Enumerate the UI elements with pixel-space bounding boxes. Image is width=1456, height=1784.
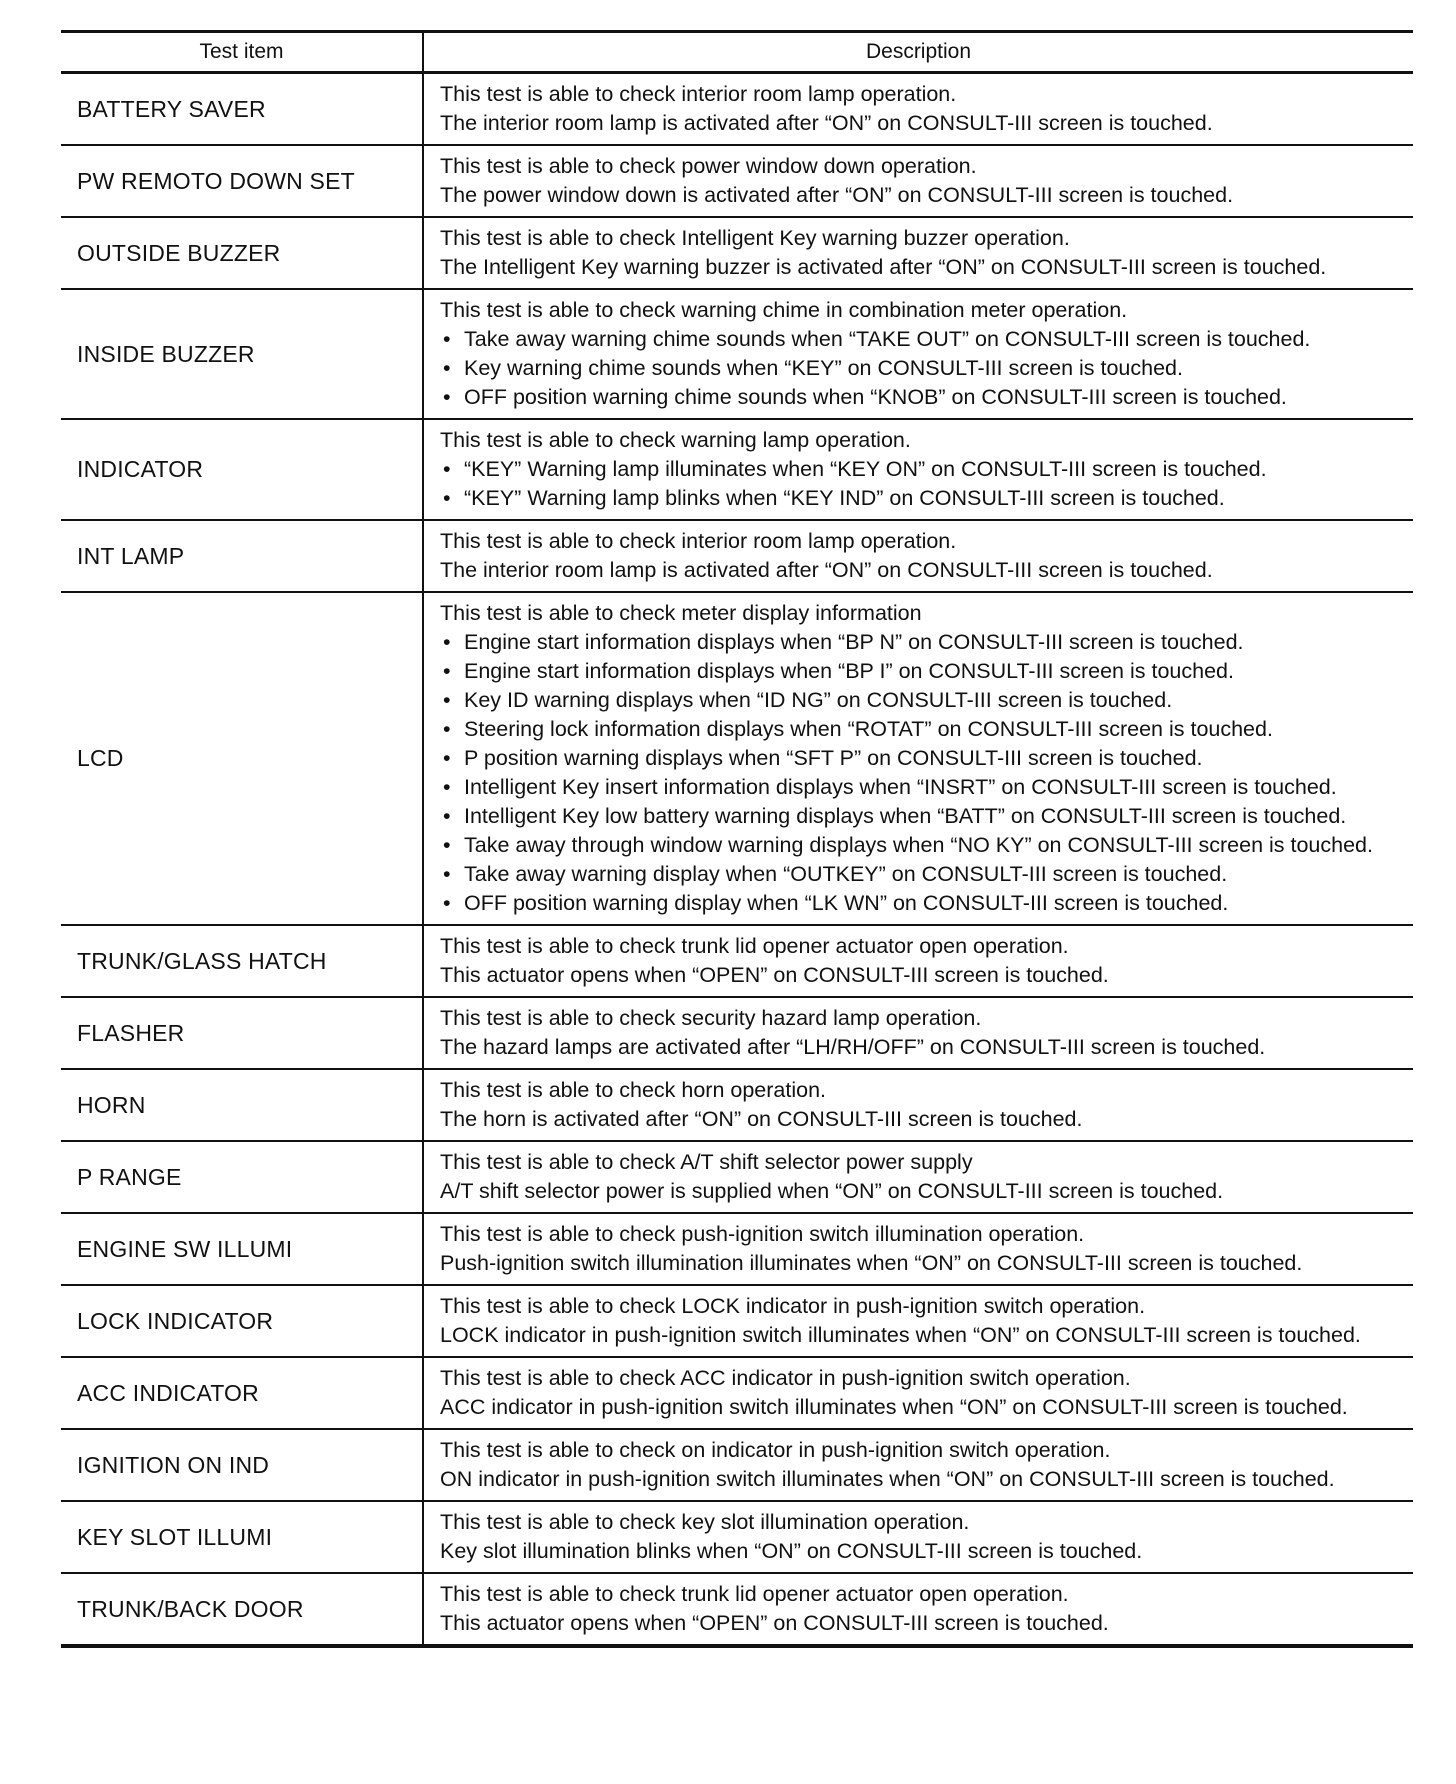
bullet-item: • OFF position warning chime sounds when “KNOB” on CONSULT-III screen is touched. — [440, 383, 1405, 412]
table-row — [61, 145, 1413, 217]
table-row — [61, 73, 1413, 146]
description-line: The interior room lamp is activated after “ON” on CONSULT-III screen is touched. — [440, 111, 1213, 135]
description-line: This test is able to check A/T shift selector power supply — [440, 1150, 973, 1174]
description-cell — [423, 1357, 1413, 1429]
description-line: A/T shift selector power is supplied when “ON” on CONSULT-III screen is touched. — [440, 1179, 1224, 1203]
test-item-cell: LCD — [61, 592, 423, 925]
description-cell — [423, 1069, 1413, 1141]
test-item-cell: ENGINE SW ILLUMI — [61, 1213, 423, 1285]
bullet-item: • Key warning chime sounds when “KEY” on CONSULT-III screen is touched. — [440, 354, 1405, 383]
bullet-item: • Take away warning display when “OUTKEY” on CONSULT-III screen is touched. — [440, 860, 1405, 889]
test-item-cell: HORN — [61, 1069, 423, 1141]
description-cell — [423, 1573, 1413, 1646]
bullet-list — [440, 325, 1405, 412]
description-line: LOCK indicator in push-ignition switch illuminates when “ON” on CONSULT-III screen is touched. — [440, 1323, 1361, 1347]
table-row — [61, 419, 1413, 520]
bullet-item: • Take away through window warning displays when “NO KY” on CONSULT-III screen is touched. — [440, 831, 1405, 860]
table-row — [61, 592, 1413, 925]
description-cell — [423, 289, 1413, 419]
description-cell — [423, 997, 1413, 1069]
table-row — [61, 1573, 1413, 1646]
description-line: This test is able to check horn operation. — [440, 1078, 827, 1102]
test-item-cell: TRUNK/BACK DOOR — [61, 1573, 423, 1646]
description-line: This test is able to check push-ignition switch illumination operation. — [440, 1222, 1085, 1246]
description-line: Key slot illumination blinks when “ON” on CONSULT-III screen is touched. — [440, 1539, 1143, 1563]
description-line: This test is able to check meter display information — [440, 601, 922, 625]
description-line: This test is able to check trunk lid opener actuator open operation. — [440, 1582, 1069, 1606]
description-cell — [423, 73, 1413, 146]
test-item-cell: BATTERY SAVER — [61, 73, 423, 146]
test-item-cell: IGNITION ON IND — [61, 1429, 423, 1501]
description-cell — [423, 1213, 1413, 1285]
test-item-cell: FLASHER — [61, 997, 423, 1069]
description-line: This test is able to check security hazard lamp operation. — [440, 1006, 982, 1030]
description-line: This test is able to check LOCK indicator in push-ignition switch operation. — [440, 1294, 1146, 1318]
description-line: ON indicator in push-ignition switch illuminates when “ON” on CONSULT-III screen is touched. — [440, 1467, 1335, 1491]
test-item-cell: INSIDE BUZZER — [61, 289, 423, 419]
description-cell — [423, 925, 1413, 997]
description-line: The hazard lamps are activated after “LH/RH/OFF” on CONSULT-III screen is touched. — [440, 1035, 1266, 1059]
table-row — [61, 925, 1413, 997]
description-cell — [423, 419, 1413, 520]
bullet-item: • Intelligent Key insert information displays when “INSRT” on CONSULT-III screen is touched. — [440, 773, 1405, 802]
test-item-cell: LOCK INDICATOR — [61, 1285, 423, 1357]
column-header-description: Description — [423, 32, 1413, 73]
table-row — [61, 1213, 1413, 1285]
description-line: The Intelligent Key warning buzzer is activated after “ON” on CONSULT-III screen is touched. — [440, 255, 1327, 279]
description-line: This test is able to check warning chime in combination meter operation. — [440, 298, 1128, 322]
description-line: This test is able to check warning lamp operation. — [440, 428, 911, 452]
bullet-item: • Steering lock information displays when “ROTAT” on CONSULT-III screen is touched. — [440, 715, 1405, 744]
description-line: This test is able to check key slot illumination operation. — [440, 1510, 970, 1534]
description-cell — [423, 520, 1413, 592]
table-row — [61, 1285, 1413, 1357]
table-row — [61, 1429, 1413, 1501]
description-line: The interior room lamp is activated after “ON” on CONSULT-III screen is touched. — [440, 558, 1213, 582]
description-line: This test is able to check interior room lamp operation. — [440, 82, 957, 106]
description-cell — [423, 217, 1413, 289]
bullet-item: • Intelligent Key low battery warning displays when “BATT” on CONSULT-III screen is touched. — [440, 802, 1405, 831]
table-row — [61, 520, 1413, 592]
test-item-cell: KEY SLOT ILLUMI — [61, 1501, 423, 1573]
test-item-cell: INDICATOR — [61, 419, 423, 520]
description-cell — [423, 1501, 1413, 1573]
bullet-item: • Take away warning chime sounds when “TAKE OUT” on CONSULT-III screen is touched. — [440, 325, 1405, 354]
table-header-row — [61, 32, 1413, 73]
bullet-item: • P position warning displays when “SFT P” on CONSULT-III screen is touched. — [440, 744, 1405, 773]
test-item-cell: TRUNK/GLASS HATCH — [61, 925, 423, 997]
description-line: Push-ignition switch illumination illuminates when “ON” on CONSULT-III screen is touched. — [440, 1251, 1303, 1275]
column-header-test-item: Test item — [61, 32, 423, 73]
test-item-cell: INT LAMP — [61, 520, 423, 592]
table-row — [61, 1501, 1413, 1573]
description-cell — [423, 1141, 1413, 1213]
description-cell — [423, 592, 1413, 925]
description-cell — [423, 1285, 1413, 1357]
description-line: This test is able to check power window down operation. — [440, 154, 977, 178]
description-line: ACC indicator in push-ignition switch illuminates when “ON” on CONSULT-III screen is touched. — [440, 1395, 1348, 1419]
test-item-cell: OUTSIDE BUZZER — [61, 217, 423, 289]
test-item-table — [61, 30, 1413, 1648]
table-row — [61, 217, 1413, 289]
description-line: This test is able to check ACC indicator in push-ignition switch operation. — [440, 1366, 1131, 1390]
test-item-cell: ACC INDICATOR — [61, 1357, 423, 1429]
description-cell — [423, 145, 1413, 217]
table-row — [61, 289, 1413, 419]
description-line: This test is able to check trunk lid opener actuator open operation. — [440, 934, 1069, 958]
bullet-item: • “KEY” Warning lamp blinks when “KEY IND” on CONSULT-III screen is touched. — [440, 484, 1405, 513]
bullet-list — [440, 628, 1405, 918]
description-line: This test is able to check on indicator in push-ignition switch operation. — [440, 1438, 1111, 1462]
bullet-item: • “KEY” Warning lamp illuminates when “KEY ON” on CONSULT-III screen is touched. — [440, 455, 1405, 484]
test-item-cell: P RANGE — [61, 1141, 423, 1213]
description-line: This test is able to check interior room lamp operation. — [440, 529, 957, 553]
bullet-list — [440, 455, 1405, 513]
description-cell — [423, 1429, 1413, 1501]
bullet-item: • Key ID warning displays when “ID NG” on CONSULT-III screen is touched. — [440, 686, 1405, 715]
bullet-item: • Engine start information displays when “BP N” on CONSULT-III screen is touched. — [440, 628, 1405, 657]
description-line: The horn is activated after “ON” on CONSULT-III screen is touched. — [440, 1107, 1083, 1131]
table-row — [61, 997, 1413, 1069]
table-row — [61, 1069, 1413, 1141]
description-line: This test is able to check Intelligent Key warning buzzer operation. — [440, 226, 1070, 250]
bullet-item: • Engine start information displays when “BP I” on CONSULT-III screen is touched. — [440, 657, 1405, 686]
description-line: The power window down is activated after “ON” on CONSULT-III screen is touched. — [440, 183, 1234, 207]
table-row — [61, 1141, 1413, 1213]
bullet-item: • OFF position warning display when “LK WN” on CONSULT-III screen is touched. — [440, 889, 1405, 918]
description-line: This actuator opens when “OPEN” on CONSULT-III screen is touched. — [440, 1611, 1109, 1635]
test-item-cell: PW REMOTO DOWN SET — [61, 145, 423, 217]
description-line: This actuator opens when “OPEN” on CONSULT-III screen is touched. — [440, 963, 1109, 987]
table-row — [61, 1357, 1413, 1429]
